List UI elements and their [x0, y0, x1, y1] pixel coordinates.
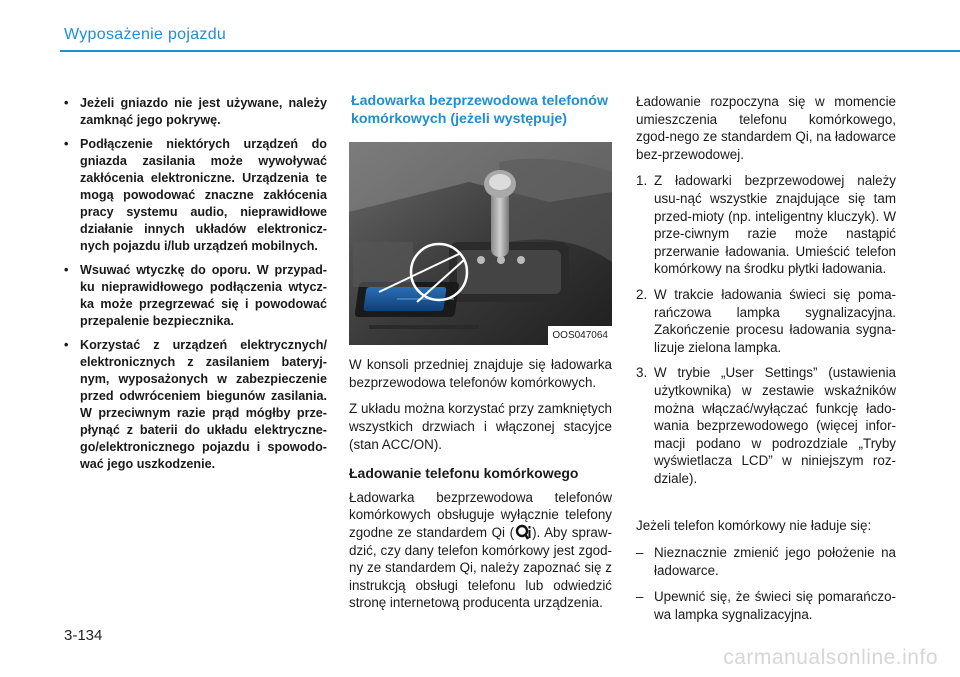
bullet-item: • Korzystać z urządzeń elektrycznych/ elektronicznych z zasilaniem bateryj-nym, wyposażonych w zabezpieczenie przed odwróceniem biegunów zasilania. W przeciwnym razie prąd mógłby prze-płynąć z baterii do układu elektryczne-go/elektronicznego pojazdu i spowodo-wać jego uszkodzenie. [62, 337, 327, 473]
charging-paragraph [349, 489, 612, 612]
wireless-charger-photo [349, 142, 612, 345]
section-title [349, 93, 612, 128]
step-item [636, 286, 896, 356]
step-text: W trybie „User Settings” (ustawienia użytkownika) w zestawie wskaźników można włączać/wyłączać funkcję łado-wania bezprzewodowego (więcej infor-macji podano w podrozdziale „Tryby wyświetlacza LCD” w niniejszym roz-dziale). [654, 365, 896, 486]
step-text: Z ładowarki bezprzewodowej należy usu-nąć wszystkie znajdujące się tam przed-mioty (np. inteligentny kluczyk). W prze-ciwnym razie może nastąpić przerwanie ładowania. Umieścić telefon komórkowy na środku płytki ładowania. [654, 173, 896, 277]
subheading: Ładowanie telefonu komórkowego [349, 465, 579, 482]
paragraph: W konsoli przedniej znajduje się ładowarka bezprzewodowa telefonów komórkowych. [349, 357, 612, 390]
console-illustration [349, 142, 612, 345]
step-number: 2. [636, 286, 648, 302]
trouble-item: – Upewnić się, że świeci się pomarańczo-wa lampka sygnalizacyjna. [636, 588, 896, 623]
trouble-item: – Nieznacznie zmienić jego położenie na ładowarce. [636, 544, 896, 579]
bullet-item: • Wsuwać wtyczkę do oporu. W przypad-ku nieprawidłowego podłączenia wtycz-ka może przegrzewać się i powodować przepalenie bezpiecznika. [62, 262, 327, 330]
spacer [636, 495, 896, 517]
section-title-line2: komórkowych (jeżeli występuje) [351, 110, 568, 127]
bullet-item: • Podłączenie niektórych urządzeń do gniazda zasilania może wywoływać zakłócenia elektroniczne. Urządzenia te mogą powodować znaczne zakłócenia pracy systemu audio, nieprawidłowe działanie innych układów elektronicz-nych pojazdu i/lub urządzeń mobilnych. [62, 136, 327, 255]
steps-list [636, 172, 896, 487]
step-text: W trakcie ładowania świeci się poma-rańczowa lampka sygnalizacyjna. Zakończenie procesu ładowania sygna-lizuje zielona lampka. [654, 286, 896, 355]
charging-text-after-icon: ). Aby spraw-dzić, czy dany telefon komórkowy jest zgod-ny ze standardem Qi, należy zapoznać się z instrukcją obsługi telefonu lub odwiedzić stronę internetową producenta urządzenia. [349, 524, 612, 611]
charging-text-before-icon: Ładowarka bezprzewodowa telefonów komórkowych obsługuje wyłącznie telefony zgodne ze standardem Qi ( [349, 489, 612, 540]
step-number: 3. [636, 365, 648, 381]
intro-paragraph: Ładowanie rozpoczyna się w momencie umieszczenia telefonu komórkowego, zgod-nego ze standardem Qi, na ładowarce bez-przewodowej. [636, 94, 896, 162]
step-item [636, 364, 896, 487]
section-title-line1: Ładowarka bezprzewodowa telefonów [351, 93, 608, 109]
middle-column [349, 93, 612, 621]
trouble-intro: Jeżeli telefon komórkowy nie ładuje się: [636, 518, 872, 534]
page-number: 3-134 [64, 627, 103, 644]
step-item [636, 172, 896, 278]
left-column [62, 95, 327, 480]
photo-code-label: OOS047064 [548, 326, 612, 346]
qi-logo-icon [515, 524, 531, 540]
paragraph: Z układu można korzystać przy zamkniętych wszystkich drzwiach i włączonej stacyjce (stan ACC/ON). [349, 401, 612, 452]
right-column [636, 93, 896, 632]
bullet-item: • Jeżeli gniazdo nie jest używane, należy zamknąć jego pokrywę. [62, 95, 327, 129]
warning-bullet-list [62, 95, 327, 473]
step-number: 1. [636, 173, 648, 189]
site-watermark: carmanualsonline.info [723, 646, 938, 669]
section-header-title: Wyposażenie pojazdu [64, 26, 227, 43]
trouble-list [636, 544, 896, 623]
header-divider [60, 50, 960, 52]
